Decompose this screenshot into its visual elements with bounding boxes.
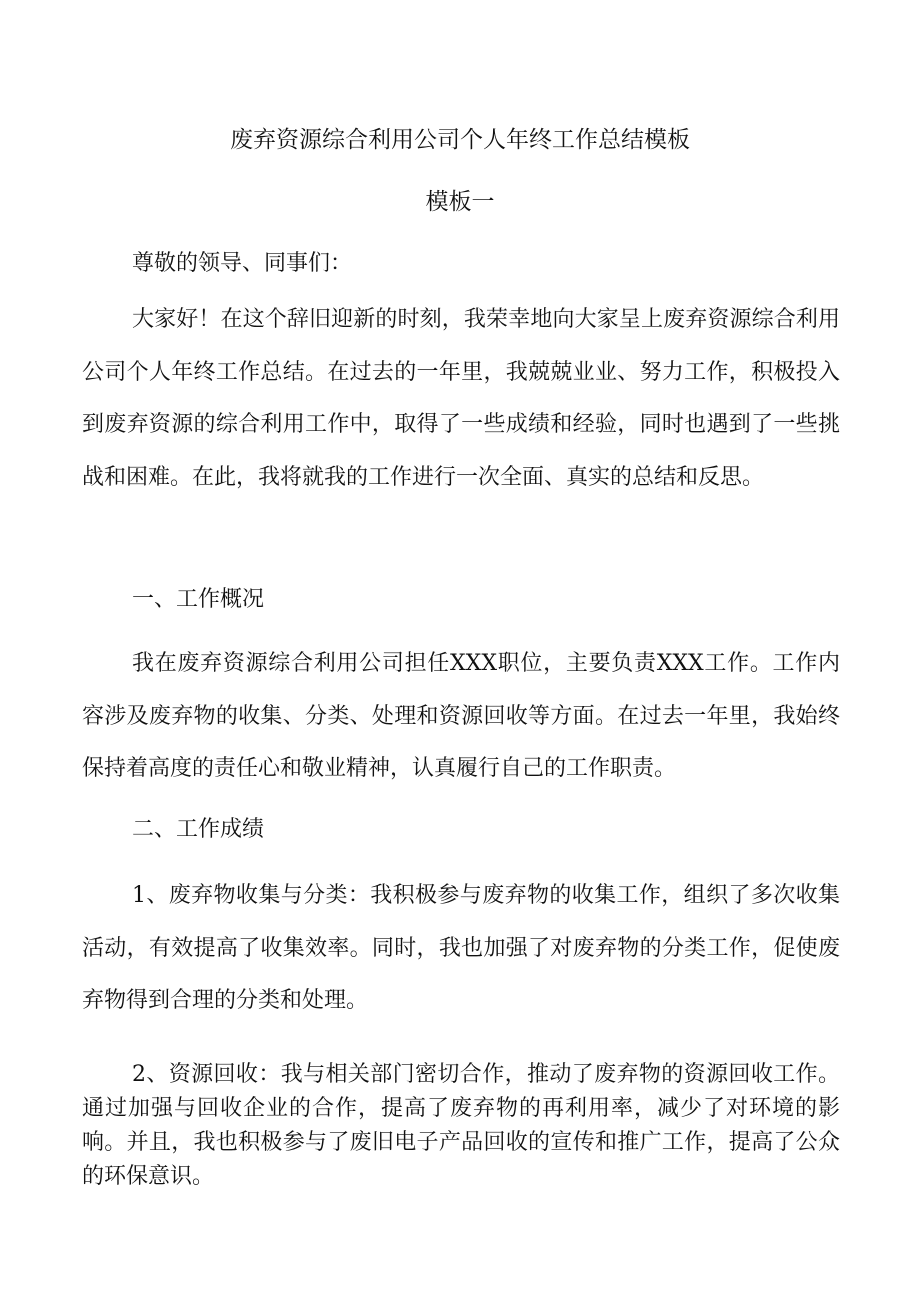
document-subtitle: 模板一: [425, 189, 495, 215]
achievement-item-1: 1、废弃物收集与分类：我积极参与废弃物的收集工作，组织了多次收集活动，有效提高了收集效率。同时，我也加强了对废弃物的分类工作，促使废弃物得到合理的分类和处理。: [82, 883, 840, 1013]
achievement-item-2: 2、资源回收：我与相关部门密切合作，推动了废弃物的资源回收工作。通过加强与回收企业的合作，提高了废弃物的再利用率，减少了对环境的影响。并且，我也积极参与了废旧电子产品回收的宣传和推广工作，提高了公众的环保意识。: [82, 1062, 840, 1189]
salutation: 尊敬的领导、同事们：: [132, 251, 353, 276]
document-title: 废弃资源综合利用公司个人年终工作总结模板: [230, 127, 690, 153]
overview-paragraph: 我在废弃资源综合利用公司担任XXX职位，主要负责XXX工作。工作内容涉及废弃物的收集、分类、处理和资源回收等方面。在过去一年里，我始终保持着高度的责任心和敬业精神，认真履行自己的工作职责。: [82, 651, 840, 781]
section-heading-achievements: 二、工作成绩: [132, 817, 265, 842]
section-heading-overview: 一、工作概况: [132, 587, 265, 612]
intro-paragraph: 大家好！在这个辞旧迎新的时刻，我荣幸地向大家呈上废弃资源综合利用公司个人年终工作总结。在过去的一年里，我兢兢业业、努力工作，积极投入到废弃资源的综合利用工作中，取得了一些成绩和经验，同时也遇到了一些挑战和困难。在此，我将就我的工作进行一次全面、真实的总结和反思。: [82, 307, 840, 490]
